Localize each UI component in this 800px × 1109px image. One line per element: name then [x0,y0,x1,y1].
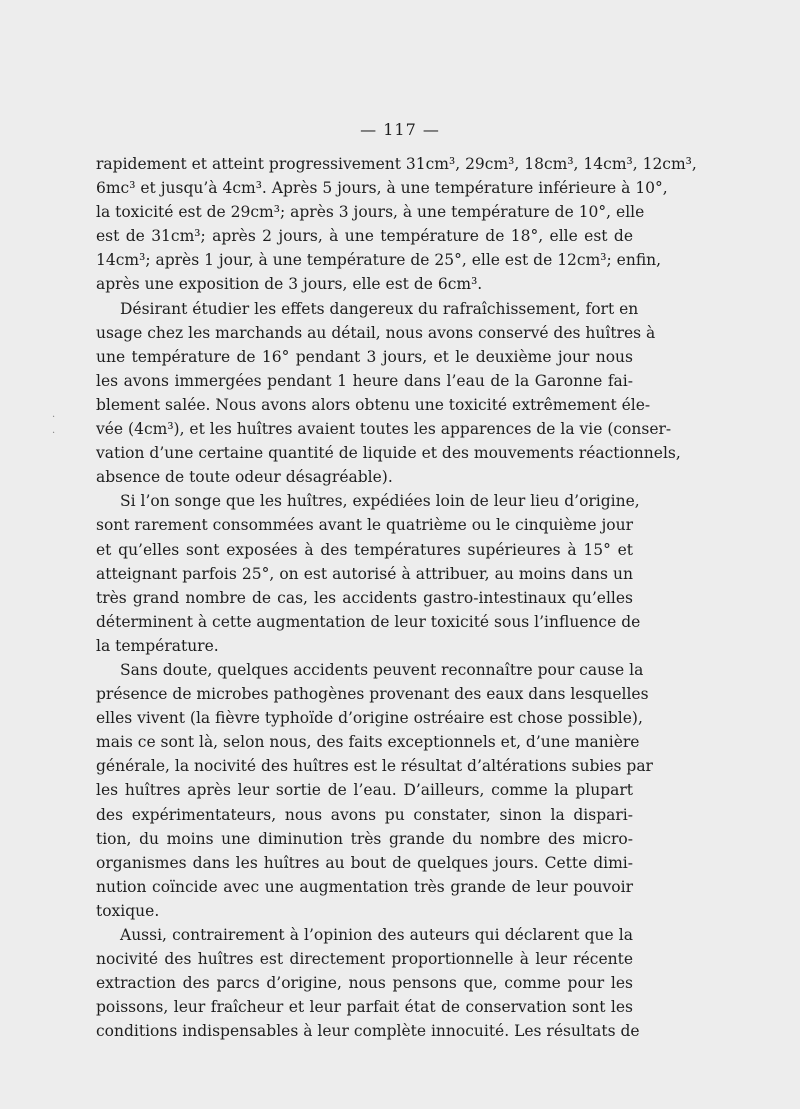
text-line: une température de 16° pendant 3 jours, et le deuxième jour nous [96,347,633,366]
text-line: les huîtres après leur sortie de l’eau. D’ailleurs, comme la plupart [96,781,633,800]
text-line: mais ce sont là, selon nous, des faits exceptionnels et, d’une manière [96,733,640,752]
text-line: les avons immergées pendant 1 heure dans l’eau de la Garonne fai- [96,371,633,390]
text-line: rapidement et atteint progressivement 31cm³, 29cm³, 18cm³, 14cm³, 12cm³, [96,155,697,173]
text-line: générale, la nocivité des huîtres est le résultat d’altérations subies par [96,757,653,776]
text-line: organismes dans les huîtres au bout de quelques jours. Cette dimi- [96,853,633,872]
margin-mark: · [52,428,56,439]
text-line: déterminent à cette augmentation de leur toxicité sous l’influence de [96,612,641,631]
text-line: nution coïncide avec une augmentation très grande de leur pouvoir [96,877,633,896]
text-line: et qu’elles sont exposées à des températures supérieures à 15° et [96,540,633,559]
text-line: présence de microbes pathogènes provenant des eaux dans lesquelles [96,685,649,704]
text-line: elles vivent (la fièvre typhoïde d’origine ostréaire est chose possible), [96,709,643,728]
margin-mark: · [52,412,56,423]
text-line: tion, du moins une diminution très grande du nombre des micro- [96,829,633,848]
text-line: 6mc³ et jusqu’à 4cm³. Après 5 jours, à une température inférieure à 10°, [96,179,668,198]
text-line: des expérimentateurs, nous avons pu constater, sinon la dispari- [96,805,633,824]
text-line: Désirant étudier les effets dangereux du rafraîchissement, fort en [120,299,639,318]
text-line: très grand nombre de cas, les accidents gastro-intestinaux qu’elles [96,588,633,607]
text-line: toxique. [96,901,160,920]
text-line: la température. [96,636,219,655]
text-line: 14cm³; après 1 jour, à une température de 25°, elle est de 12cm³; enfin, [96,251,662,270]
text-line: usage chez les marchands au détail, nous avons conservé des huîtres à [96,323,656,342]
text-line: blement salée. Nous avons alors obtenu une toxicité extrêmement éle- [96,395,651,414]
text-line: vation d’une certaine quantité de liquide et des mouvements réactionnels, [96,444,681,463]
text-line: absence de toute odeur désagréable). [96,468,393,487]
body-text [96,152,697,1043]
text-line: sont rarement consommées avant le quatrième ou le cinquième jour [96,516,633,535]
text-line: vée (4cm³), et les huîtres avaient toutes les apparences de la vie (conser- [96,420,672,439]
text-line: atteignant parfois 25°, on est autorisé à attribuer, au moins dans un [96,564,633,583]
text-line: poissons, leur fraîcheur et leur parfait état de conservation sont les [96,998,633,1017]
text-line: conditions indispensables à leur complète innocuité. Les résultats de [96,1022,640,1041]
text-line: nocivité des huîtres est directement proportionnelle à leur récente [96,950,633,969]
text-line: Si l’on songe que les huîtres, expédiées loin de leur lieu d’origine, [120,492,640,511]
text-line: après une exposition de 3 jours, elle est de 6cm³. [96,275,483,294]
text-line: Aussi, contrairement à l’opinion des auteurs qui déclarent que la [120,926,633,944]
text-line: la toxicité est de 29cm³; après 3 jours, à une température de 10°, elle [96,203,645,222]
text-line: est de 31cm³; après 2 jours, à une température de 18°, elle est de [96,227,633,246]
text-line: extraction des parcs d’origine, nous pensons que, comme pour les [96,974,633,993]
text-line: Sans doute, quelques accidents peuvent reconnaître pour cause la [120,660,644,679]
page-number: — 117 — [360,120,440,139]
